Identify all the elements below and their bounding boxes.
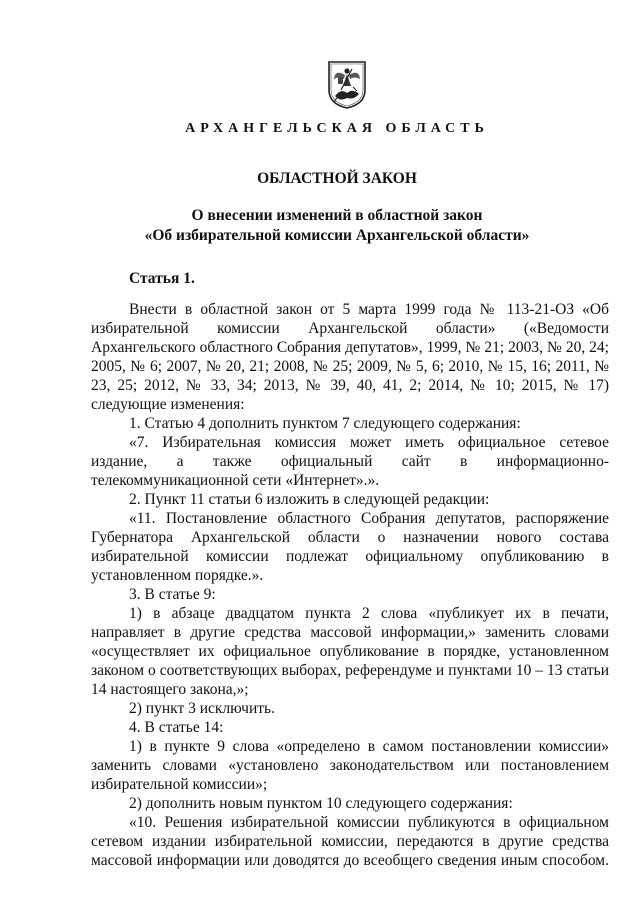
document-type: ОБЛАСТНОЙ ЗАКОН — [257, 170, 417, 187]
paragraph-item-4-sub-1: 1) в пункте 9 слова «определено в самом постановлении комиссии» заменить словами «установлено законодательством или постановлением избирательной комиссии»; — [91, 738, 609, 793]
document-title-line-2: «Об избирательной комиссии Архангельской области» — [144, 227, 530, 244]
paragraph-item-2-text: «11. Постановление областного Собрания депутатов, распоряжение Губернатора Архангельской области о назначении нового состава избирательной комиссии подлежат официальному опубликованию в установленном порядке.». — [91, 510, 609, 584]
paragraph-intro: Внести в областной закон от 5 марта 1999 года № 113-21-ОЗ «Об избирательной комиссии Архангельской области» («Ведомости Архангельского областного Собрания депутатов», 1999, № 21; 2003, № 20, 24; 2005, № 6; 2007, № 20, 21; 2008, № 25; 2009, № 5, 6; 2010, № 15, 16; 2011, № 23, 25; 2012, № 33, 34; 2013, № 39, 40, 41, 2; 2014, № 10; 2015, № 17) следующие изменения: — [91, 301, 609, 413]
paragraph-item-3-sub-2: 2) пункт 3 исключить. — [129, 700, 275, 717]
document-title — [0, 206, 640, 246]
arkhangelsk-coat-of-arms-icon — [327, 60, 367, 110]
document-body — [91, 300, 609, 870]
paragraph-item-3-sub-1: 1) в абзаце двадцатом пункта 2 слова «публикует их в печати, направляет в другие средства массовой информации,» заменить словами «осуществляет их официальное опубликование в порядке, установленном законом о соответствующих выборах, референдуме и пунктами 10 – 13 статьи 14 настоящего закона,»; — [91, 605, 609, 698]
article-heading: Статья 1. — [129, 270, 195, 287]
paragraph-item-4-sub-2: 2) дополнить новым пунктом 10 следующего содержания: — [129, 795, 513, 812]
paragraph-item-1: 1. Статью 4 дополнить пунктом 7 следующего содержания: — [129, 415, 521, 432]
paragraph-item-4-sub-2-text: «10. Решения избирательной комиссии публикуются в официальном сетевом издании избирательной комиссии, передаются в другие средства массовой информации или доводятся до всеобщего сведения иным способом. — [91, 814, 609, 869]
paragraph-item-2: 2. Пункт 11 статьи 6 изложить в следующей редакции: — [129, 491, 490, 508]
paragraph-item-1-text: «7. Избирательная комиссия может иметь официальное сетевое издание, а также официальный сайт в информационно-телекоммуникационной сети «Интернет».». — [91, 434, 609, 489]
region-name: АРХАНГЕЛЬСКАЯ ОБЛАСТЬ — [185, 121, 489, 136]
paragraph-item-3: 3. В статье 9: — [129, 586, 216, 603]
document-title-line-1: О внесении изменений в областной закон — [191, 207, 483, 224]
paragraph-item-4: 4. В статье 14: — [129, 719, 224, 736]
